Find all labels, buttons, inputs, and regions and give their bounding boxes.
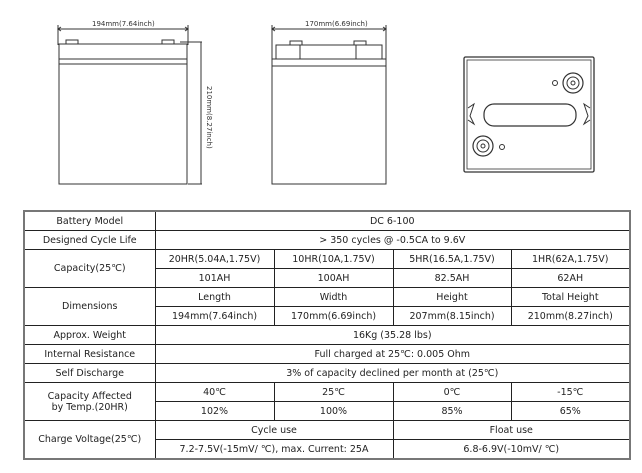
capacity-value: 82.5AH	[393, 269, 511, 288]
temp-value: 65%	[511, 402, 630, 421]
temp-header: 25℃	[274, 383, 393, 402]
temp-value: 102%	[155, 402, 274, 421]
capacity-value: 62AH	[511, 269, 630, 288]
side-width-label: 170mm(6.69inch)	[305, 20, 368, 28]
front-width-label: 194mm(7.64inch)	[92, 20, 155, 28]
temp-header: 40℃	[155, 383, 274, 402]
row-temp-headers	[24, 383, 630, 402]
dimension-header: Width	[274, 288, 393, 307]
front-height-label: 210mm(8.27inch)	[205, 86, 213, 149]
row-capacity-rates	[24, 250, 630, 269]
capacity-value: 100AH	[274, 269, 393, 288]
battery-drawings	[0, 0, 642, 205]
label-dimensions: Dimensions	[24, 288, 155, 326]
front-view-drawing	[0, 0, 642, 205]
charge-cycle-value: 7.2-7.5V(-15mV/ ℃), max. Current: 25A	[155, 440, 393, 460]
row-cycle-life	[24, 231, 630, 250]
row-dimension-headers	[24, 288, 630, 307]
value-self-discharge: 3% of capacity declined per month at (25℃)	[155, 364, 630, 383]
temp-header: 0℃	[393, 383, 511, 402]
label-temp-line1: Capacity Affected	[47, 390, 132, 402]
dimension-header: Total Height	[511, 288, 630, 307]
row-charge-headers	[24, 421, 630, 440]
row-battery-model	[24, 211, 630, 231]
capacity-rate: 20HR(5.04A,1.75V)	[155, 250, 274, 269]
label-battery-model: Battery Model	[24, 211, 155, 231]
label-self-discharge: Self Discharge	[24, 364, 155, 383]
label-charge-voltage: Charge Voltage(25℃)	[24, 421, 155, 460]
dimension-value: 210mm(8.27inch)	[511, 307, 630, 326]
value-battery-model: DC 6-100	[155, 211, 630, 231]
label-cycle-life: Designed Cycle Life	[24, 231, 155, 250]
label-internal-resistance: Internal Resistance	[24, 345, 155, 364]
temp-value: 85%	[393, 402, 511, 421]
value-internal-resistance: Full charged at 25℃: 0.005 Ohm	[155, 345, 630, 364]
dimension-value: 170mm(6.69inch)	[274, 307, 393, 326]
label-weight: Approx. Weight	[24, 326, 155, 345]
charge-float-value: 6.8-6.9V(-10mV/ ℃)	[393, 440, 630, 460]
capacity-rate: 1HR(62A,1.75V)	[511, 250, 630, 269]
value-weight: 16Kg (35.28 lbs)	[155, 326, 630, 345]
row-self-discharge	[24, 364, 630, 383]
charge-cycle-label: Cycle use	[155, 421, 393, 440]
spec-table	[23, 210, 631, 460]
dimension-value: 207mm(8.15inch)	[393, 307, 511, 326]
row-internal-resistance	[24, 345, 630, 364]
label-temp-line2: by Temp.(20HR)	[51, 401, 128, 413]
dimension-value: 194mm(7.64inch)	[155, 307, 274, 326]
value-cycle-life: > 350 cycles @ -0.5CA to 9.6V	[155, 231, 630, 250]
label-temp-capacity	[24, 383, 155, 421]
temp-header: -15℃	[511, 383, 630, 402]
charge-float-label: Float use	[393, 421, 630, 440]
dimension-header: Height	[393, 288, 511, 307]
capacity-value: 101AH	[155, 269, 274, 288]
capacity-rate: 10HR(10A,1.75V)	[274, 250, 393, 269]
label-capacity: Capacity(25℃)	[24, 250, 155, 288]
capacity-rate: 5HR(16.5A,1.75V)	[393, 250, 511, 269]
dimension-header: Length	[155, 288, 274, 307]
temp-value: 100%	[274, 402, 393, 421]
row-weight	[24, 326, 630, 345]
